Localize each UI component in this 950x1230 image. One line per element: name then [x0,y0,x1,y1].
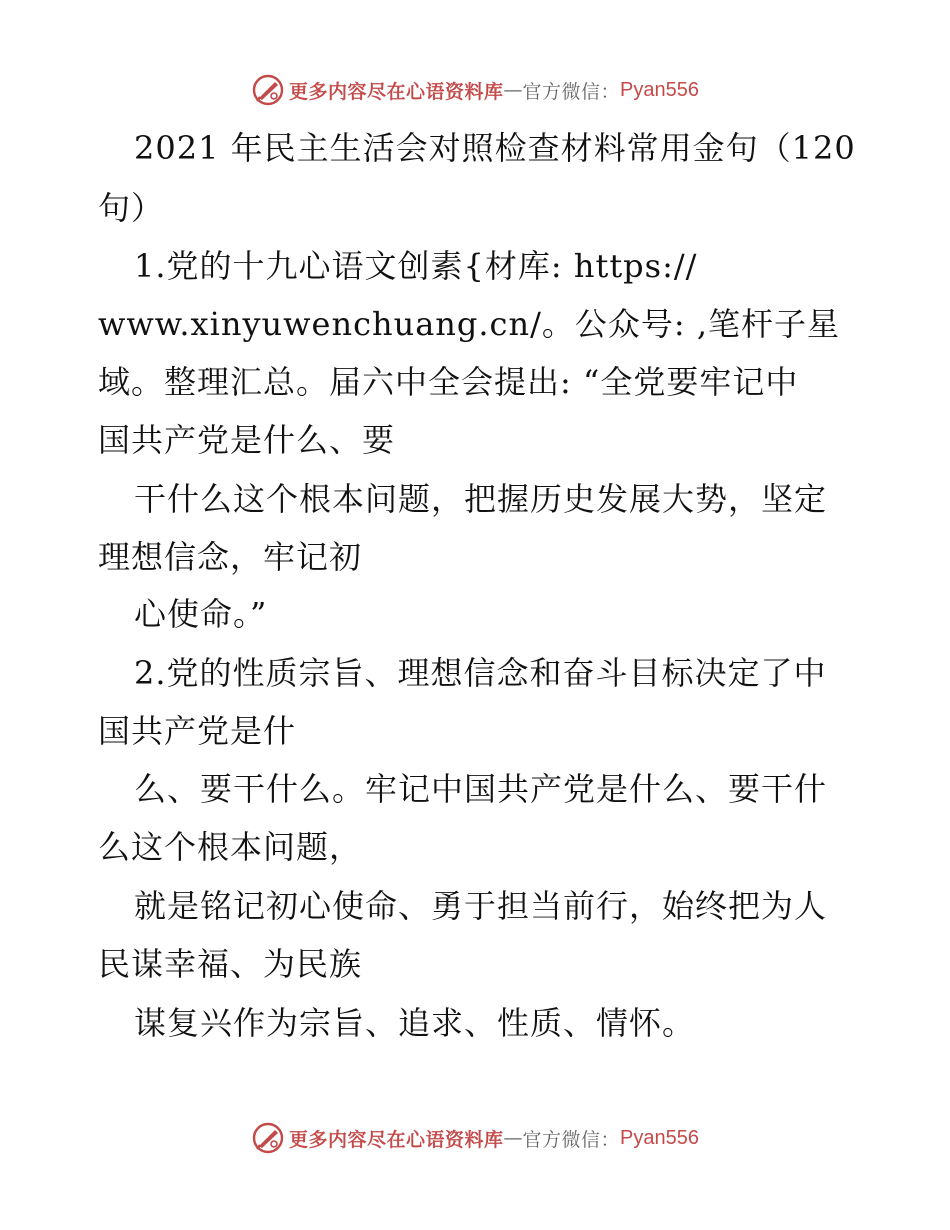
document-title-cont: 句） [98,189,165,227]
quill-pen-logo-icon [251,73,285,107]
footer-banner [0,1118,950,1158]
banner-separator: — [503,1127,523,1149]
header-banner [0,70,950,110]
banner-wechat-id: Pyan556 [620,1126,699,1149]
text-line: 理想信念，牢记初 [98,538,363,576]
text-line: 国共产党是什么、要 [98,421,396,459]
quill-pen-logo-icon [251,1121,285,1155]
text-line: 干什么这个根本问题，把握历史发展大势，坚定 [134,480,828,518]
banner-wechat-label: 官方微信： [522,1128,621,1151]
text-line: 域。整理汇总。届六中全会提出: “全党要牢记中 [98,363,799,401]
text-line: 国共产党是什 [98,712,297,750]
text-line: 谋复兴作为宗旨、追求、性质、情怀。 [134,1004,696,1042]
text-line: 就是铭记初心使命、勇于担当前行，始终把为人 [134,887,828,925]
text-line: www.xinyuwenchuang.cn/。公众号: ,笔杆子星 [98,305,840,343]
text-line: 1.党的十九心语文创素{材库: https:// [134,247,698,285]
text-line: 民谋幸福、为民族 [98,945,363,983]
text-line: 么、要干什么。牢记中国共产党是什么、要干什 [134,770,828,808]
text-line: 2.党的性质宗旨、理想信念和奋斗目标决定了中 [134,654,827,692]
banner-wechat-label: 官方微信： [522,80,621,103]
text-line: 心使命。” [134,595,268,633]
banner-main-text: 更多内容尽在心语资料库 [289,80,504,103]
banner-separator: — [503,79,523,101]
banner-wechat-id: Pyan556 [620,78,699,101]
banner-main-text: 更多内容尽在心语资料库 [289,1128,504,1151]
document-title: 2021 年民主生活会对照检查材料常用金句（120 [134,129,856,167]
text-line: 么这个根本问题， [98,828,363,866]
